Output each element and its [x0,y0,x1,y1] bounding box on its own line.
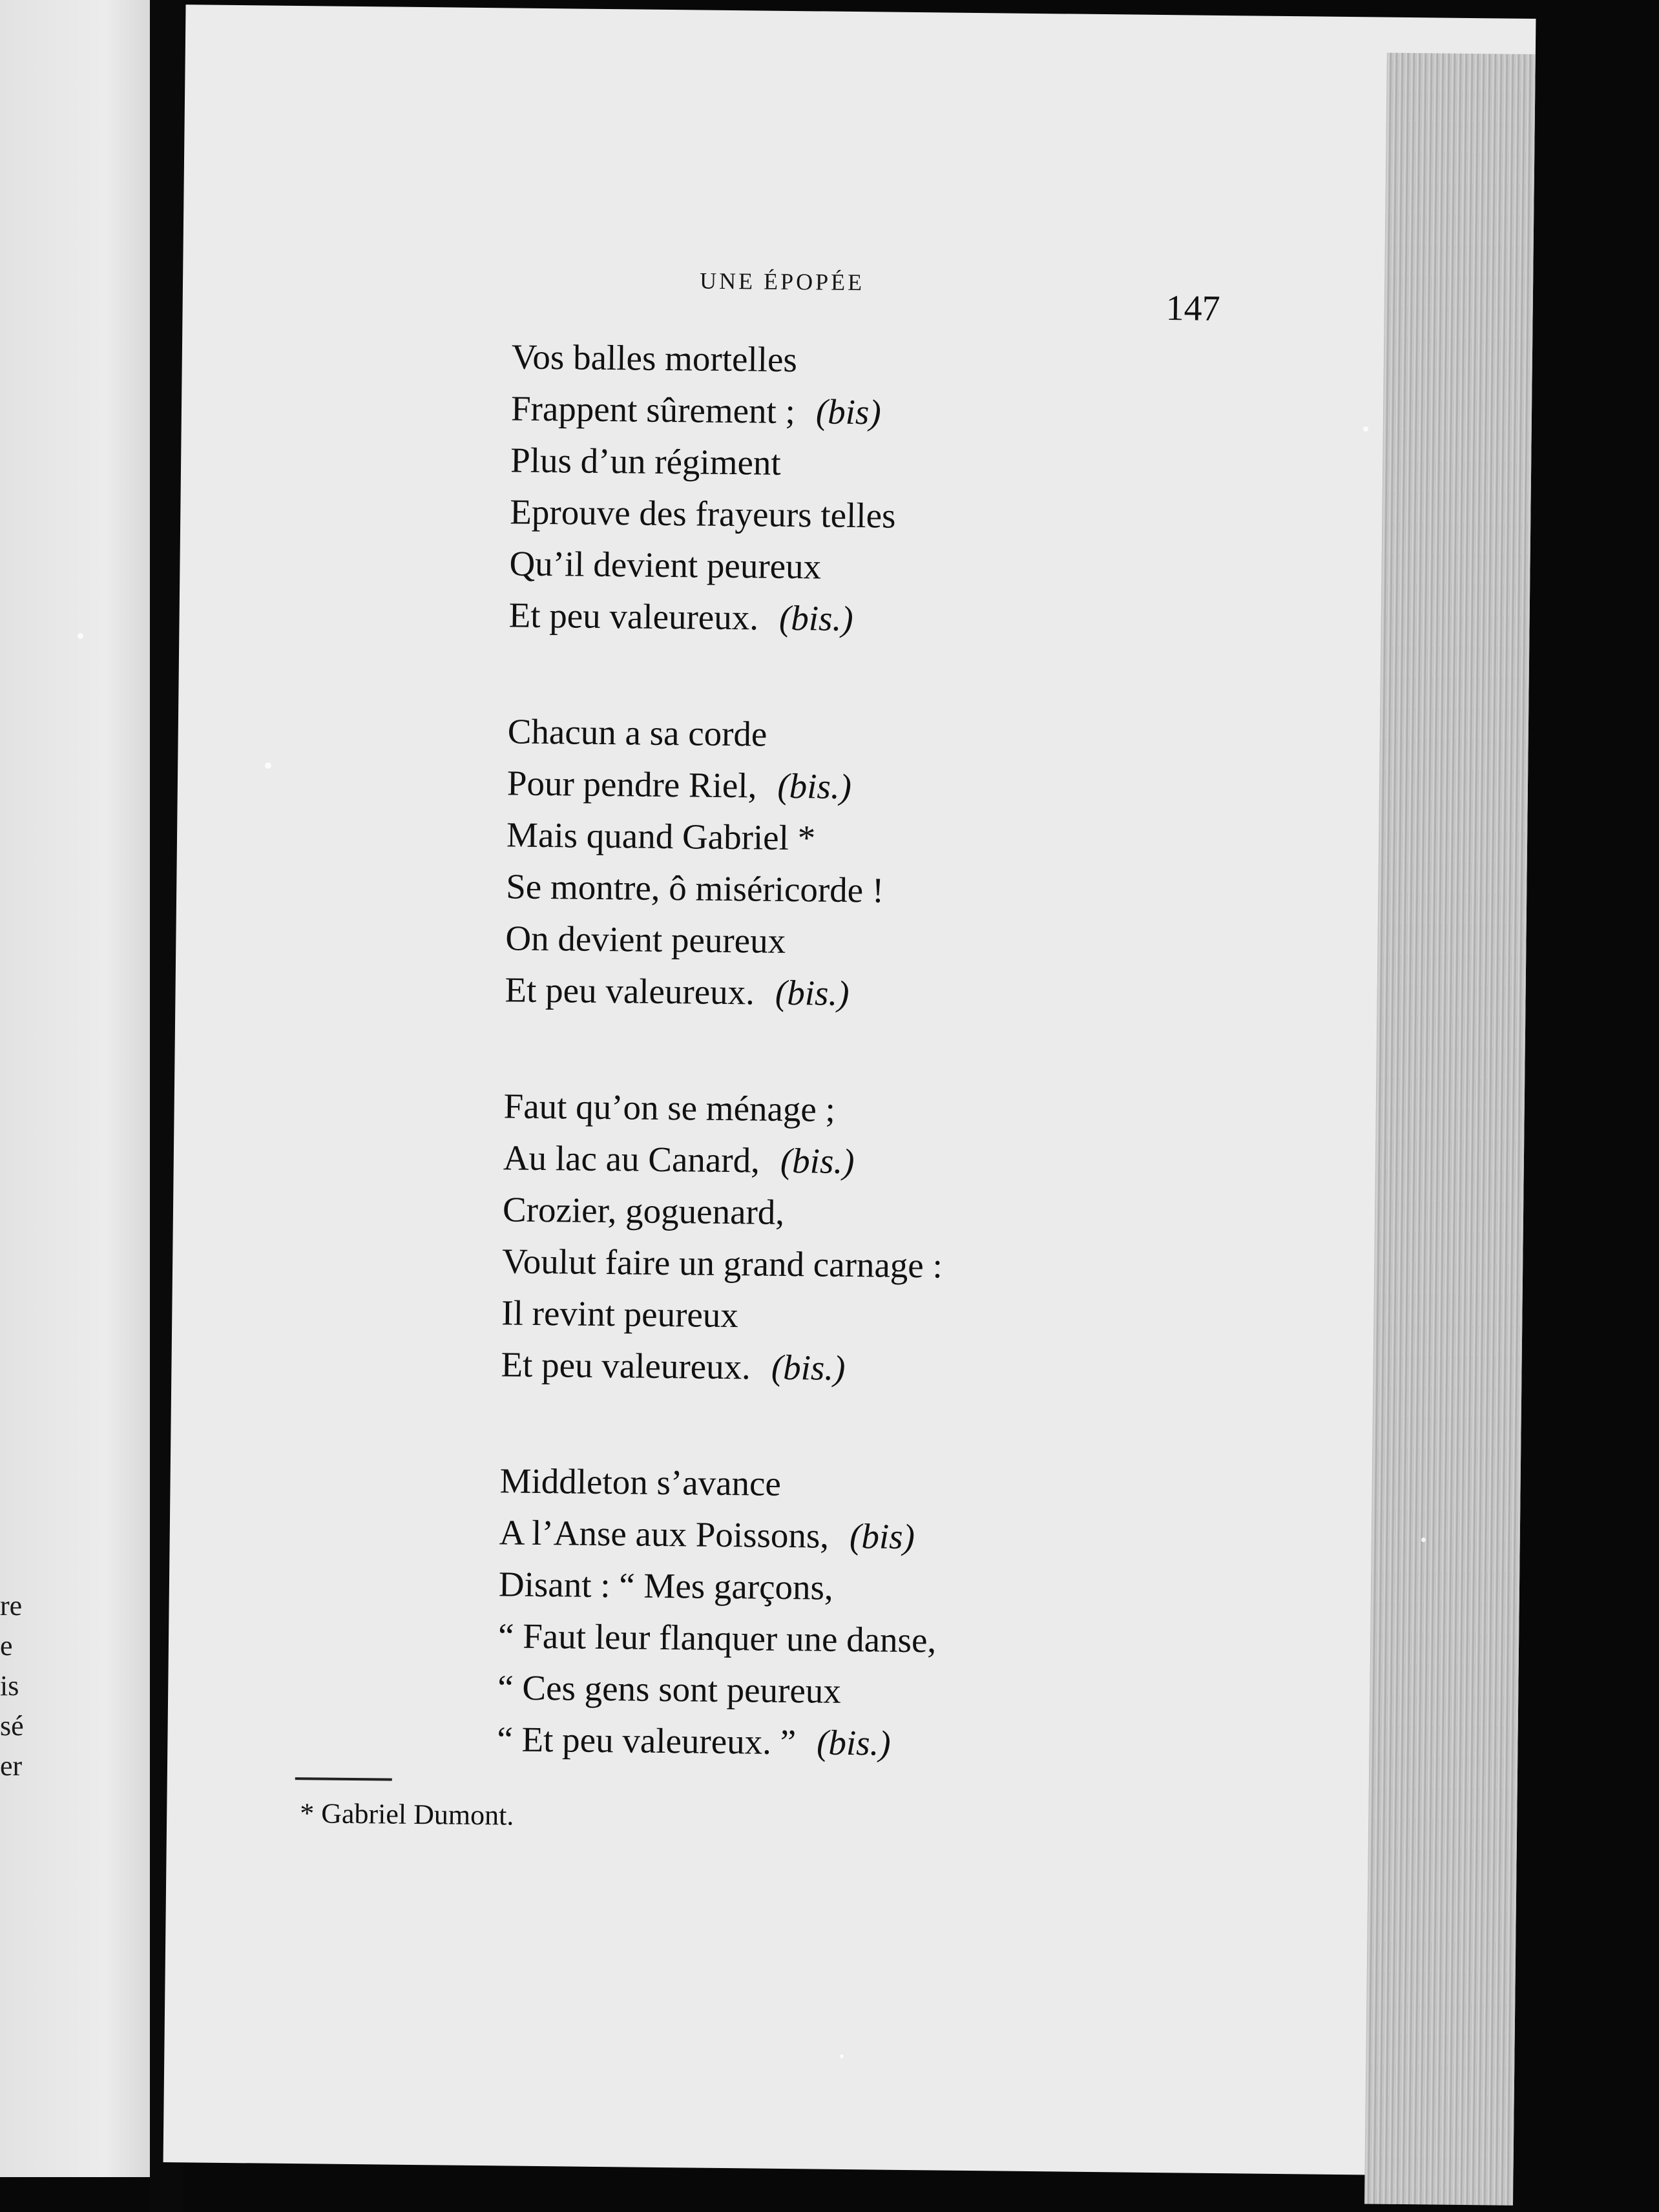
stanza [501,1080,1344,1399]
line-text: Se montre, ô miséricorde ! [505,866,884,910]
refrain-mark [805,1193,806,1232]
refrain-mark: (bis.) [771,1347,846,1388]
poem-line [498,1610,1339,1671]
line-text: On devient peureux [505,918,786,961]
line-text: “ Ces gens sont peureux [497,1667,842,1711]
line-text: Faut qu’on se ménage ; [503,1086,836,1129]
page-number: 147 [1165,288,1221,329]
poem-line [507,705,1348,766]
refrain-mark [856,1090,857,1129]
poem-line [511,331,1351,391]
refrain-mark: (bis) [849,1516,915,1557]
line-text: Et peu valeureux. [501,1344,751,1387]
line-text: A l’Anse aux Poissons, [499,1512,830,1556]
poem-line [497,1713,1337,1774]
poem-line [507,757,1348,818]
stanza [505,705,1348,1025]
left-fragment: er [0,1750,23,1782]
scan-speck [78,633,83,639]
line-text: Middleton s’avance [499,1461,782,1503]
refrain-mark: (bis.) [777,766,852,807]
refrain-mark: (bis.) [816,1722,892,1763]
page-content [163,5,1536,2176]
line-text: Pour pendre Riel, [506,763,757,806]
footnote: * Gabriel Dumont. [299,1797,514,1831]
line-text: Plus d’un régiment [510,440,782,483]
left-fragment: e [0,1630,13,1662]
stanza [497,1455,1340,1774]
line-text: Voulut faire un grand carnage : [501,1241,943,1286]
line-text: “ Faut leur flanquer une danse, [497,1616,937,1660]
poem-line [506,861,1346,921]
line-text: Disant : “ Mes garçons, [498,1564,834,1607]
left-fragment: is [0,1670,19,1702]
refrain-mark [818,340,819,379]
line-text: Vos balles mortelles [511,337,798,380]
footnote-rule [295,1777,392,1781]
line-text: Chacun a sa corde [507,711,767,754]
refrain-mark: (bis) [815,391,882,432]
right-page [163,5,1536,2176]
line-text: Qu’il devient peureux [509,543,822,587]
refrain-mark: (bis.) [780,1140,855,1182]
poem-line [509,537,1350,598]
refrain-mark [916,496,917,536]
left-fragment: re [0,1590,23,1622]
poem-line [503,1080,1344,1141]
line-text: Et peu valeureux. [505,970,755,1012]
poem-line [499,1455,1340,1516]
line-text: Et peu valeureux. [508,595,759,638]
poem-line [505,912,1346,973]
line-text: Il revint peureux [501,1293,739,1335]
poem-line [505,964,1345,1025]
poem-line [510,486,1350,547]
poem-line [497,1662,1338,1722]
poem-line [511,382,1351,443]
line-text: “ Et peu valeureux. ” [497,1719,797,1762]
poem-line [506,809,1347,870]
stanza [508,331,1351,650]
line-text: Mais quand Gabriel * [506,815,816,858]
poem-line [499,1507,1339,1567]
refrain-mark [801,443,802,483]
poem-line [503,1184,1343,1244]
refrain-mark: (bis.) [775,972,850,1013]
line-text: Au lac au Canard, [503,1138,760,1180]
refrain-mark [963,1246,964,1286]
refrain-mark [904,871,905,910]
running-head: UNE ÉPOPÉE [699,267,865,296]
refrain-mark [853,1568,854,1607]
scan-speck [1363,426,1368,432]
poem-line [501,1339,1341,1399]
poem-line [508,589,1349,650]
poem-line [510,434,1351,495]
refrain-mark [759,1296,760,1335]
poem [496,331,1351,1838]
line-text: Frappent sûrement ; [510,388,796,432]
poem-line [502,1235,1342,1296]
poem-line [499,1558,1339,1619]
scan-speck [265,762,271,769]
left-page-text-fragments [0,1586,24,1786]
refrain-mark [806,921,807,961]
scan-speck [840,2054,844,2058]
left-fragment: sé [0,1710,24,1742]
line-text: Crozier, goguenard, [502,1189,785,1232]
refrain-mark: (bis.) [778,598,853,639]
refrain-mark [836,819,837,858]
line-text: Eprouve des frayeurs telles [510,492,896,536]
poem-line [501,1287,1342,1348]
left-page [0,0,150,2177]
scan-speck [1421,1538,1426,1542]
poem-line [503,1132,1343,1193]
